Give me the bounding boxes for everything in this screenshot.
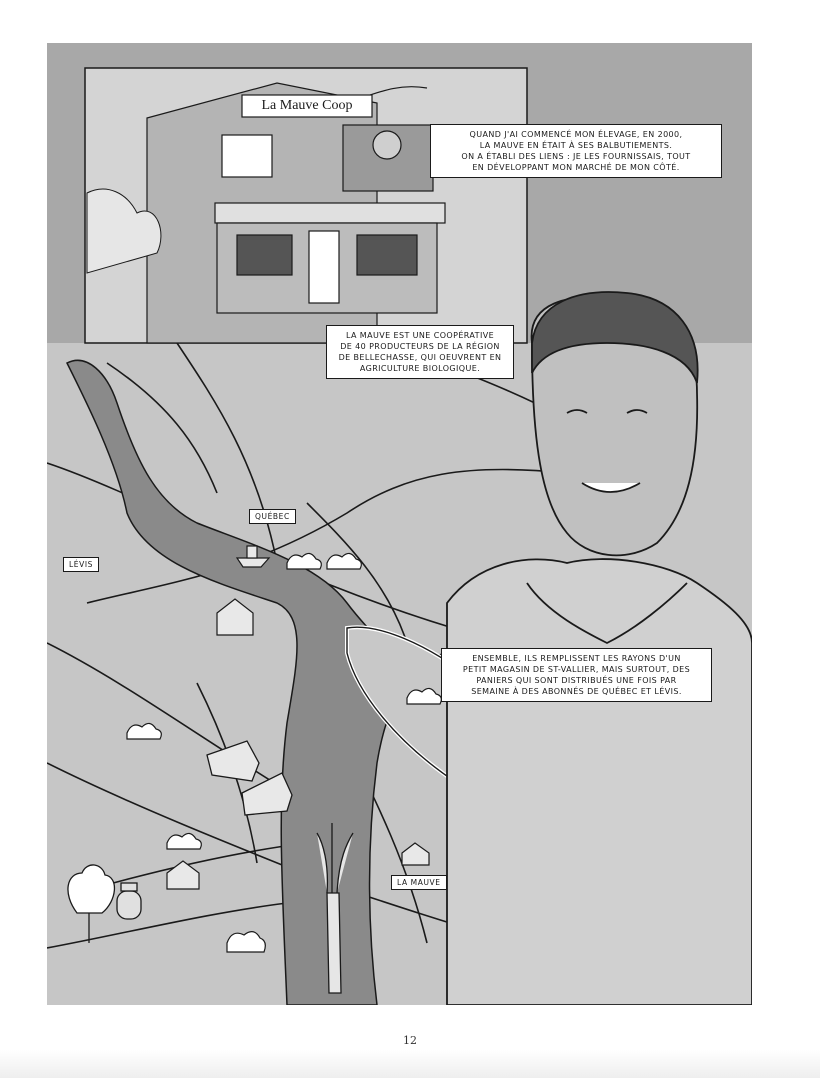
map-label-quebec: QUÉBEC [249,509,296,524]
caption-first-line-3: ON A ÉTABLI DES LIENS : JE LES FOURNISSAIS, TOUT [461,152,691,161]
caption-second [326,325,514,379]
map-label-levis: LÉVIS [63,557,99,572]
caption-second-line-1: LA MAUVE EST UNE COOPÉRATIVE [345,331,495,340]
caption-third-line-2: PETIT MAGASIN DE ST-VALLIER, MAIS SURTOUT, DES [462,665,691,674]
caption-third-line-1: ENSEMBLE, ILS REMPLISSENT LES RAYONS D'UN [472,654,681,663]
caption-third-line-4: SEMAINE À DES ABONNÉS DE QUÉBEC ET LÉVIS. [471,687,682,696]
caption-first [430,124,722,178]
caption-third [441,648,712,702]
caption-first-line-1: QUAND J'AI COMMENCÉ MON ÉLEVAGE, EN 2000, [469,130,683,139]
caption-first-line-4: EN DÉVELOPPANT MON MARCHÉ DE MON CÔTÉ. [472,163,680,172]
caption-third-line-3: PANIERS QUI SONT DISTRIBUÉS UNE FOIS PAR [476,676,677,685]
page-number: 12 [403,1034,417,1047]
caption-second-line-4: AGRICULTURE BIOLOGIQUE. [359,364,481,373]
honey-jar [117,883,141,919]
page-bottom-shadow [0,1050,820,1078]
caption-first-line-2: LA MAUVE EN ÉTAIT À SES BALBUTIEMENTS. [479,141,673,150]
storefront-sign: La Mauve Coop [261,98,353,113]
caption-second-line-2: DE 40 PRODUCTEURS DE LA RÉGION [340,342,500,351]
caption-second-line-3: DE BELLECHASSE, QUI OEUVRENT EN [338,353,502,362]
map-label-la-mauve: LA MAUVE [391,875,447,890]
illustration-panel [47,43,752,1005]
